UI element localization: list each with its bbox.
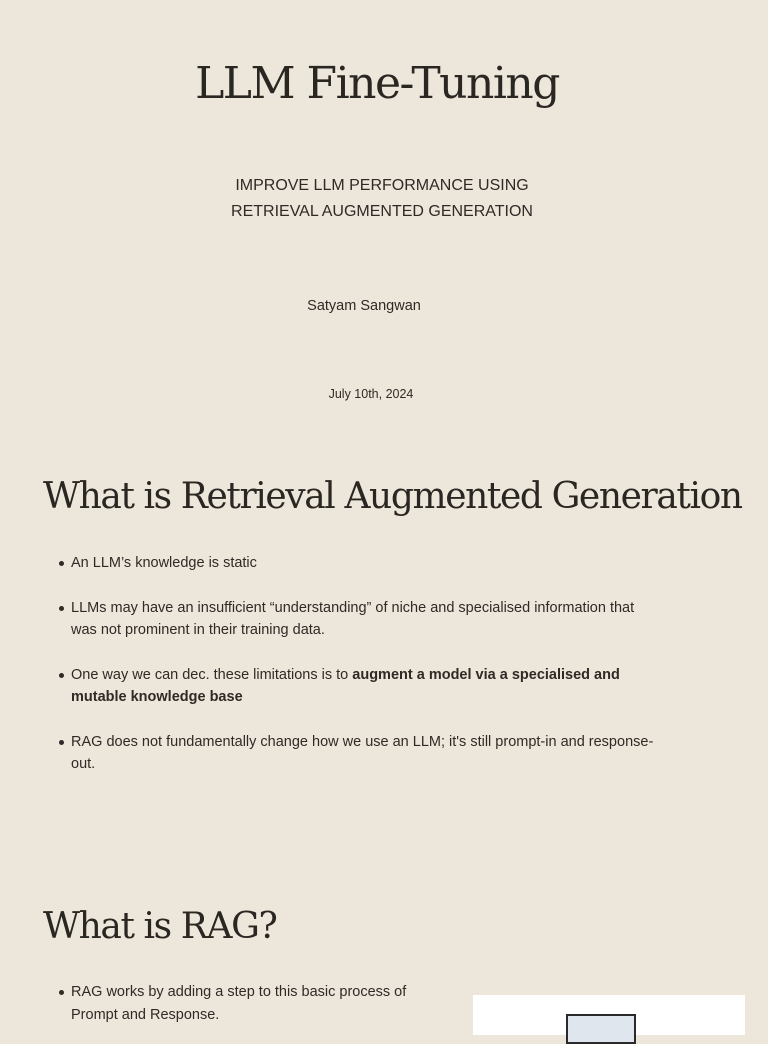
bullet-list-rag-process [44,981,444,1026]
document-subtitle [0,173,764,225]
bullet-item [44,731,654,776]
section-heading-what-is-rag: What is RAG? [43,906,277,947]
section-heading-what-is-rag-full: What is Retrieval Augmented Generation [43,476,742,517]
bullet-item [44,981,444,1026]
bullet-text: LLMs may have an insufficient “understanding” of niche and specialised information that was not prominent in their training data. [71,599,635,638]
bullet-item [44,597,654,642]
document-title: LLM Fine-Tuning [195,58,559,109]
subtitle-line-2: RETRIEVAL AUGMENTED GENERATION [231,203,533,220]
rag-diagram-image [473,995,745,1035]
bullet-item [44,664,654,709]
author-name: Satyam Sangwan [307,298,421,314]
bullet-bold-text: augment a model via a specialised and mutable knowledge base [71,666,620,705]
bullet-item [44,552,654,575]
bullet-text: RAG works by adding a step to this basic process of Prompt and Response. [71,984,407,1023]
bullet-text: An LLM’s knowledge is static [71,555,257,571]
subtitle-line-1: IMPROVE LLM PERFORMANCE USING [235,177,529,194]
bullet-text: One way we can dec. these limitations is to [71,666,353,683]
diagram-node [566,1014,636,1044]
publication-date: July 10th, 2024 [328,387,414,401]
bullet-text: RAG does not fundamentally change how we use an LLM; it's still prompt-in and response-out. [71,733,654,772]
bullet-list-rag-definition [44,552,654,776]
